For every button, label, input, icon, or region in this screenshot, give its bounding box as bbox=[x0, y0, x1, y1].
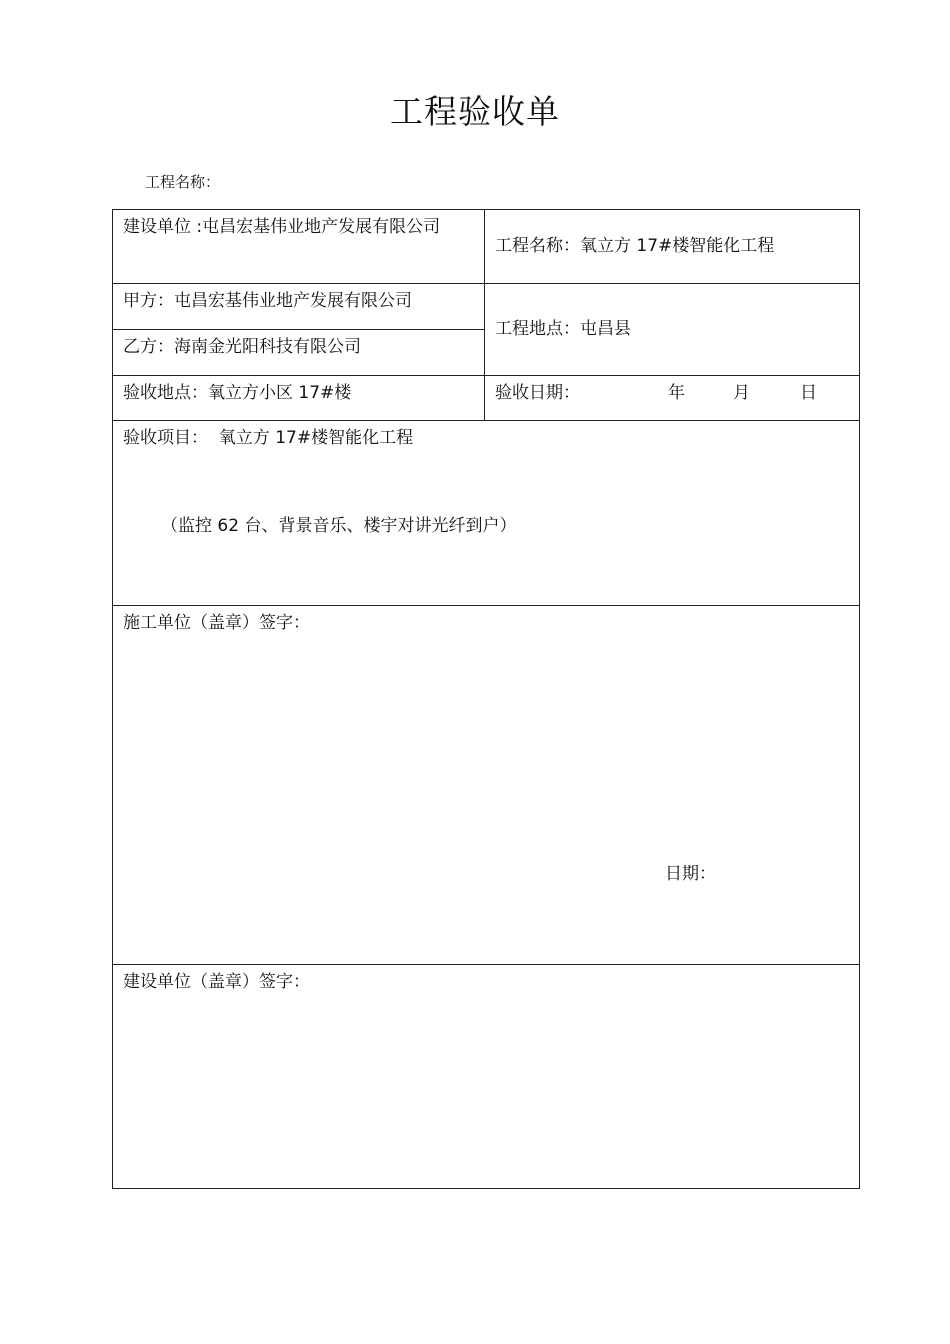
date-month: 月 bbox=[733, 383, 750, 403]
date-day: 日 bbox=[800, 383, 817, 403]
project-name-text: 工程名称：氧立方 17#楼智能化工程 bbox=[495, 236, 775, 256]
builder-sign-cell bbox=[113, 965, 860, 1189]
page-title: 工程验收单 bbox=[390, 92, 560, 131]
acceptance-location-text: 验收地点：氧立方小区 17#楼 bbox=[123, 383, 352, 403]
party-a-cell bbox=[113, 284, 485, 330]
contractor-sign-cell bbox=[113, 606, 860, 965]
acceptance-date-cell bbox=[485, 376, 860, 421]
acceptance-date-label: 验收日期： bbox=[495, 383, 580, 403]
acceptance-location-cell bbox=[113, 376, 485, 421]
acceptance-form-table bbox=[112, 209, 860, 1189]
builder-cell bbox=[113, 210, 485, 284]
builder-sign-text: 建设单位（盖章）签字： bbox=[123, 972, 310, 992]
acceptance-item-cell bbox=[113, 421, 860, 606]
party-b-text: 乙方：海南金光阳科技有限公司 bbox=[123, 337, 361, 357]
project-location-text: 工程地点：屯昌县 bbox=[495, 319, 631, 339]
acceptance-item-text: 验收项目： 氧立方 17#楼智能化工程 bbox=[123, 428, 414, 448]
party-b-cell bbox=[113, 330, 485, 376]
project-location-cell bbox=[485, 284, 860, 376]
builder-text: 建设单位 :屯昌宏基伟业地产发展有限公司 bbox=[123, 217, 441, 237]
contractor-sign-text: 施工单位（盖章）签字： bbox=[123, 613, 310, 633]
contractor-date-text: 日期： bbox=[665, 864, 716, 884]
party-a-text: 甲方：屯昌宏基伟业地产发展有限公司 bbox=[123, 291, 412, 311]
project-name-label: 工程名称： bbox=[145, 173, 221, 191]
acceptance-scope-text: （监控 62 台、背景音乐、楼宇对讲光纤到户） bbox=[161, 516, 517, 536]
date-year: 年 bbox=[668, 383, 685, 403]
project-name-cell bbox=[485, 210, 860, 284]
